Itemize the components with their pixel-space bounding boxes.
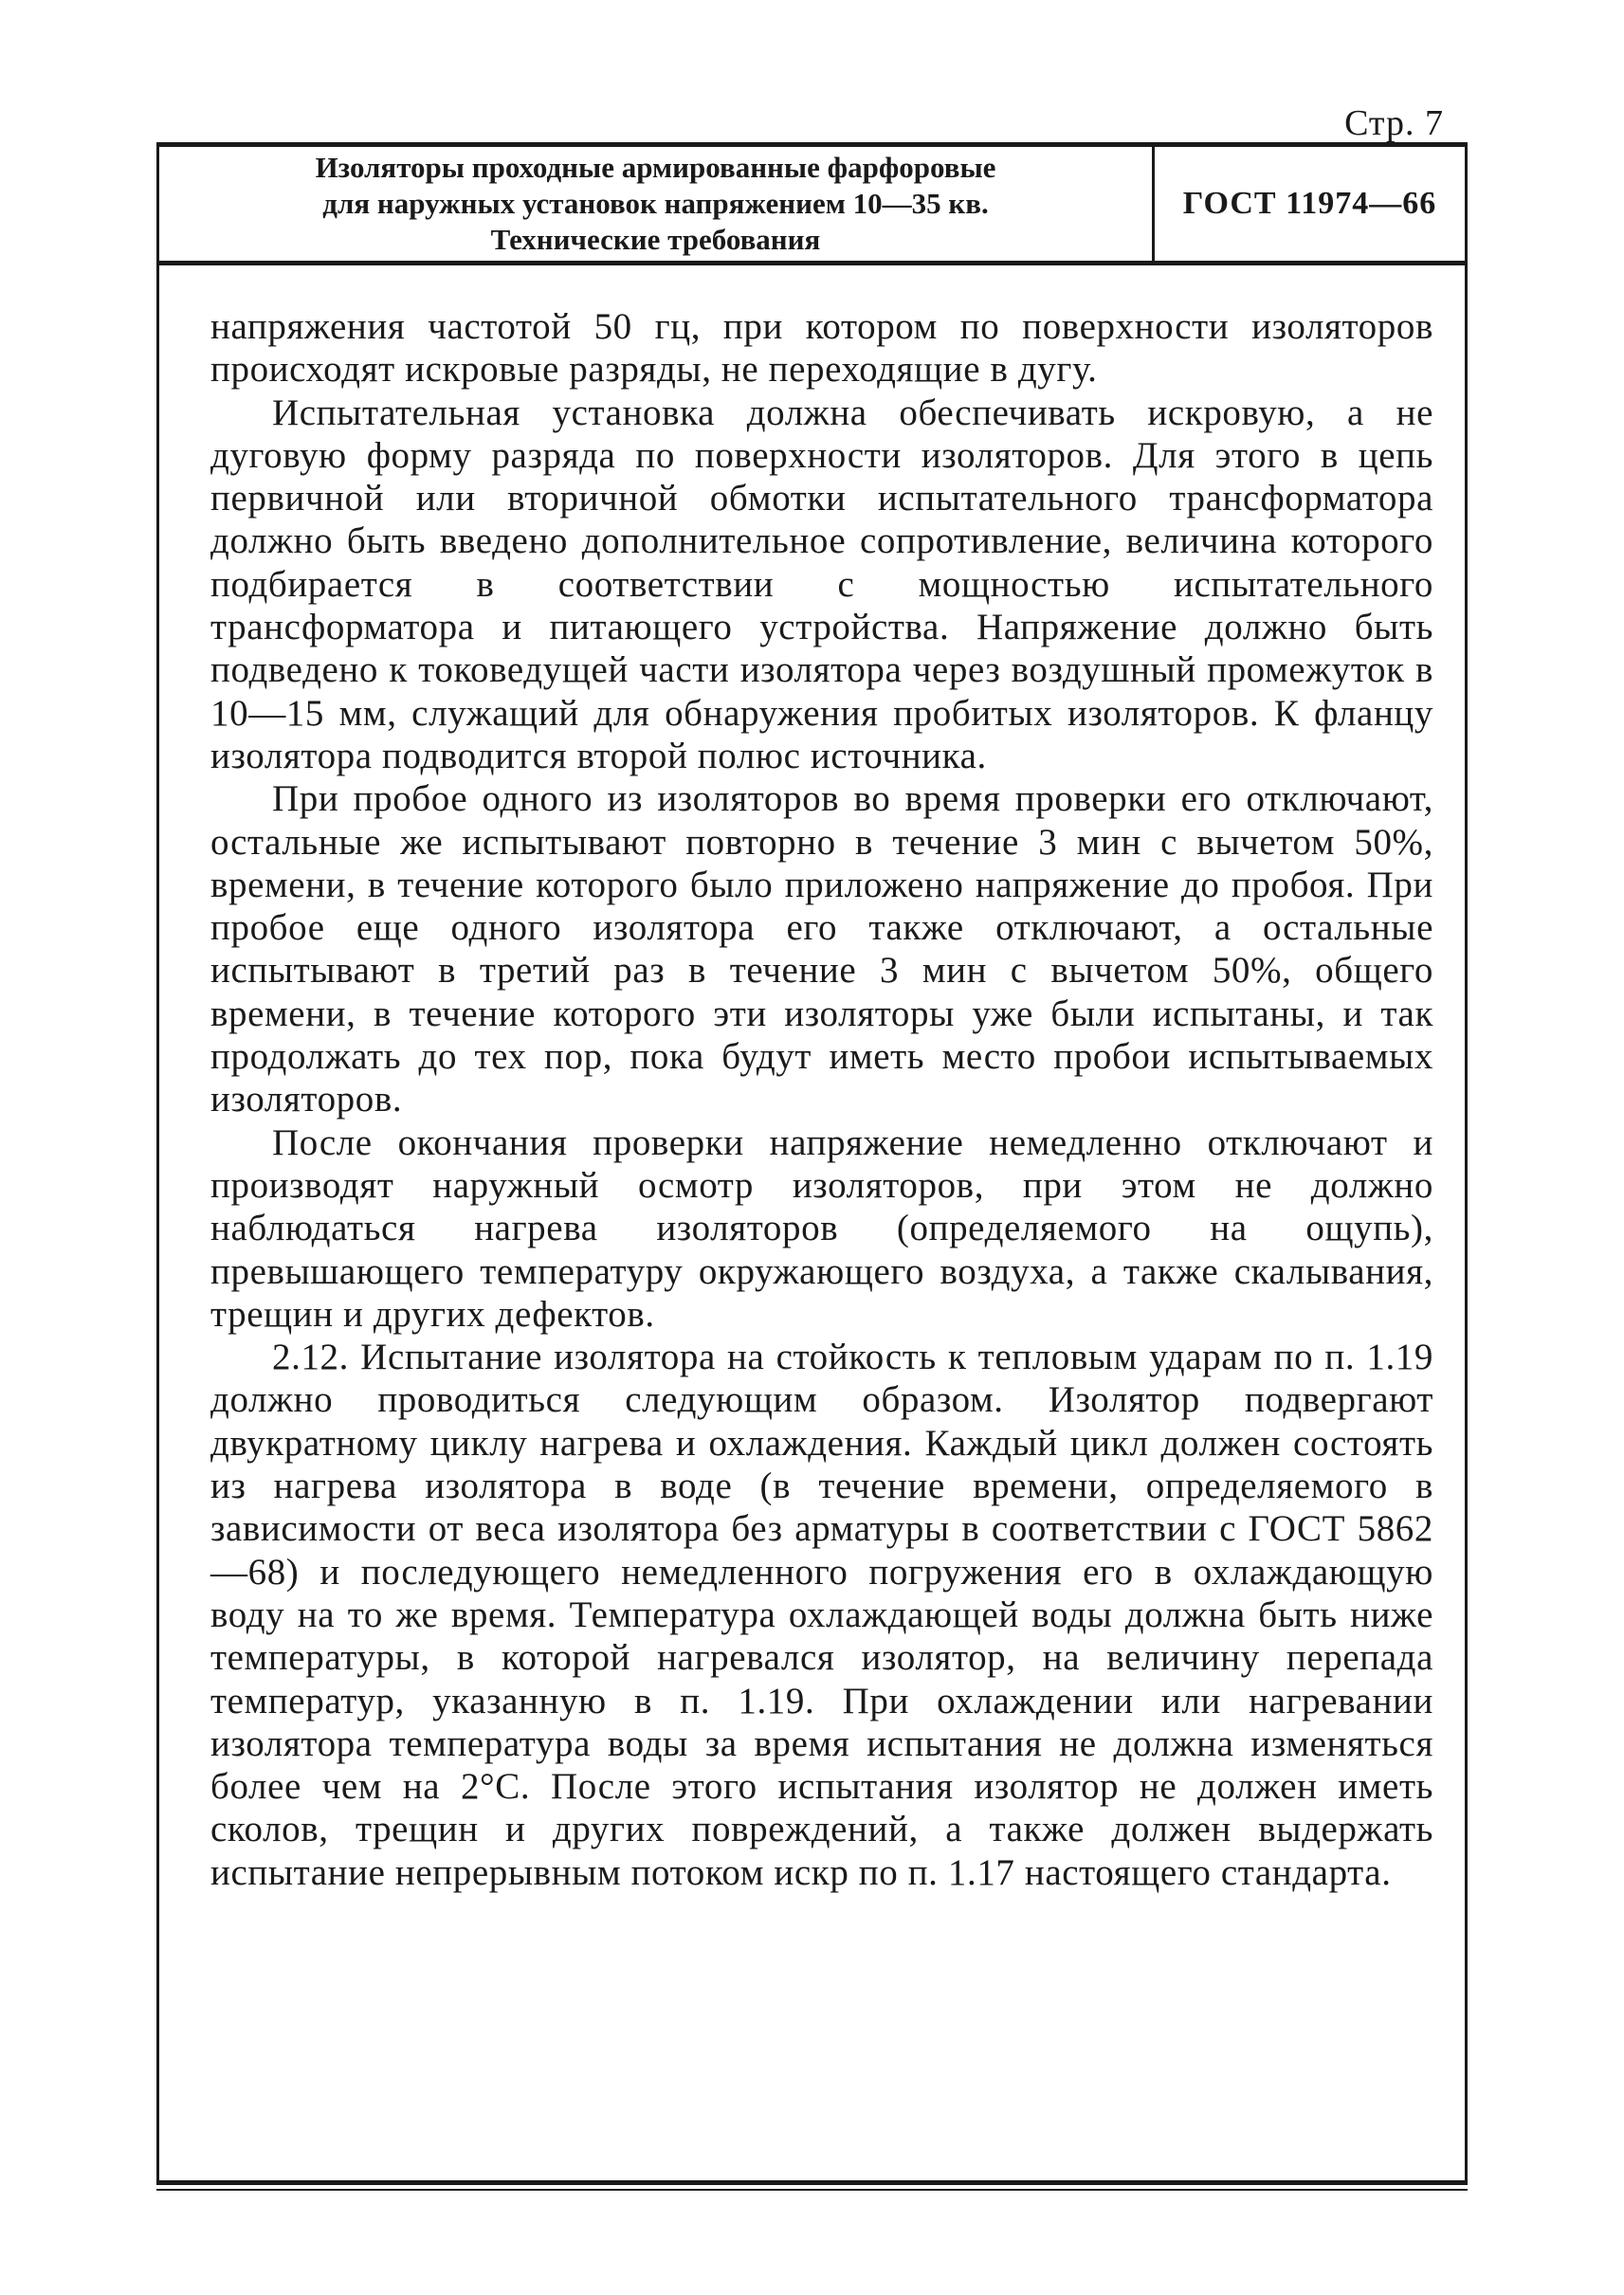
frame-right-border bbox=[1465, 265, 1468, 2180]
frame-left-border bbox=[156, 265, 159, 2180]
document-title bbox=[159, 147, 1155, 261]
title-line-2: для наружных установок напряжением 10—35 кв. bbox=[322, 187, 989, 220]
standard-code: ГОСТ 11974—66 bbox=[1182, 186, 1437, 221]
paragraph-breakdown: При пробое одного из изоляторов во время проверки его отключают, остальные же испытывают повторно в течение 3 мин с вычетом 50%, времени, в течение которого было приложено напряжение до пробоя. При пробое еще одного изолятора его также отключают, а остальные испытывают в третий раз в течение 3 мин с вычетом 50%, общего времени, в течение которого эти изоляторы уже были испытаны, и так продолжать до тех пор, пока будут иметь место пробои испытываемых изоляторов. bbox=[210, 778, 1433, 1120]
document-header bbox=[156, 142, 1468, 265]
title-line-3: Технические требования bbox=[490, 223, 821, 256]
paragraph-inspection: После окончания проверки напряжение немедленно отключают и производят наружный осмотр изоляторов, при этом не должно наблюдаться нагрева изоляторов (определяемого на ощупь), превышающего температуру окружающего воздуха, а также скалывания, трещин и других дефектов. bbox=[210, 1121, 1433, 1335]
title-line-1: Изоляторы проходные армированные фарфоровые bbox=[315, 151, 996, 184]
frame-bottom-border-thin bbox=[156, 2189, 1468, 2191]
frame-bottom-border bbox=[156, 2180, 1468, 2185]
header-rule bbox=[156, 262, 1468, 264]
page-number: Стр. 7 bbox=[1344, 103, 1444, 143]
paragraph-clause-2-12: 2.12. Испытание изолятора на стойкость к тепловым ударам по п. 1.19 должно проводиться следующим образом. Изолятор подвергают двукратному циклу нагрева и охлаждения. Каждый цикл должен состоять из нагрева изолятора в воде (в течение времени, определяемого в зависимости от веса изолятора без арматуры в соответствии с ГОСТ 5862—68) и последующего немедленного погружения его в охлаждающую воду на то же время. Температура охлаждающей воды должна быть ниже температуры, в которой нагревался изолятор, на величину перепада температур, указанную в п. 1.19. При охлаждении или нагревании изолятора температура воды за время испытания не должна изменяться более чем на 2°С. После этого испытания изолятор не должен иметь сколов, трещин и других повреждений, а также должен выдержать испытание непрерывным потоком искр по п. 1.17 настоящего стандарта. bbox=[210, 1337, 1433, 1893]
paragraph-continuation: напряжения частотой 50 гц, при котором по поверхности изоляторов происходят искровые разряды, не переходящие в дугу. bbox=[210, 306, 1433, 391]
paragraph-test-setup: Испытательная установка должна обеспечивать искровую, а не дуговую форму разряда по поверхности изоляторов. Для этого в цепь первичной или вторичной обмотки испытательного трансформатора должно быть введено дополнительное сопротивление, величина которого подбирается в соответствии с мощностью испытательного трансформатора и питающего устройства. Напряжение должно быть подведено к токоведущей части изолятора через воздушный промежуток в 10—15 мм, служащий для обнаружения пробитых изоляторов. К фланцу изолятора подводится второй полюс источника. bbox=[210, 392, 1433, 776]
body-text bbox=[210, 305, 1433, 1894]
